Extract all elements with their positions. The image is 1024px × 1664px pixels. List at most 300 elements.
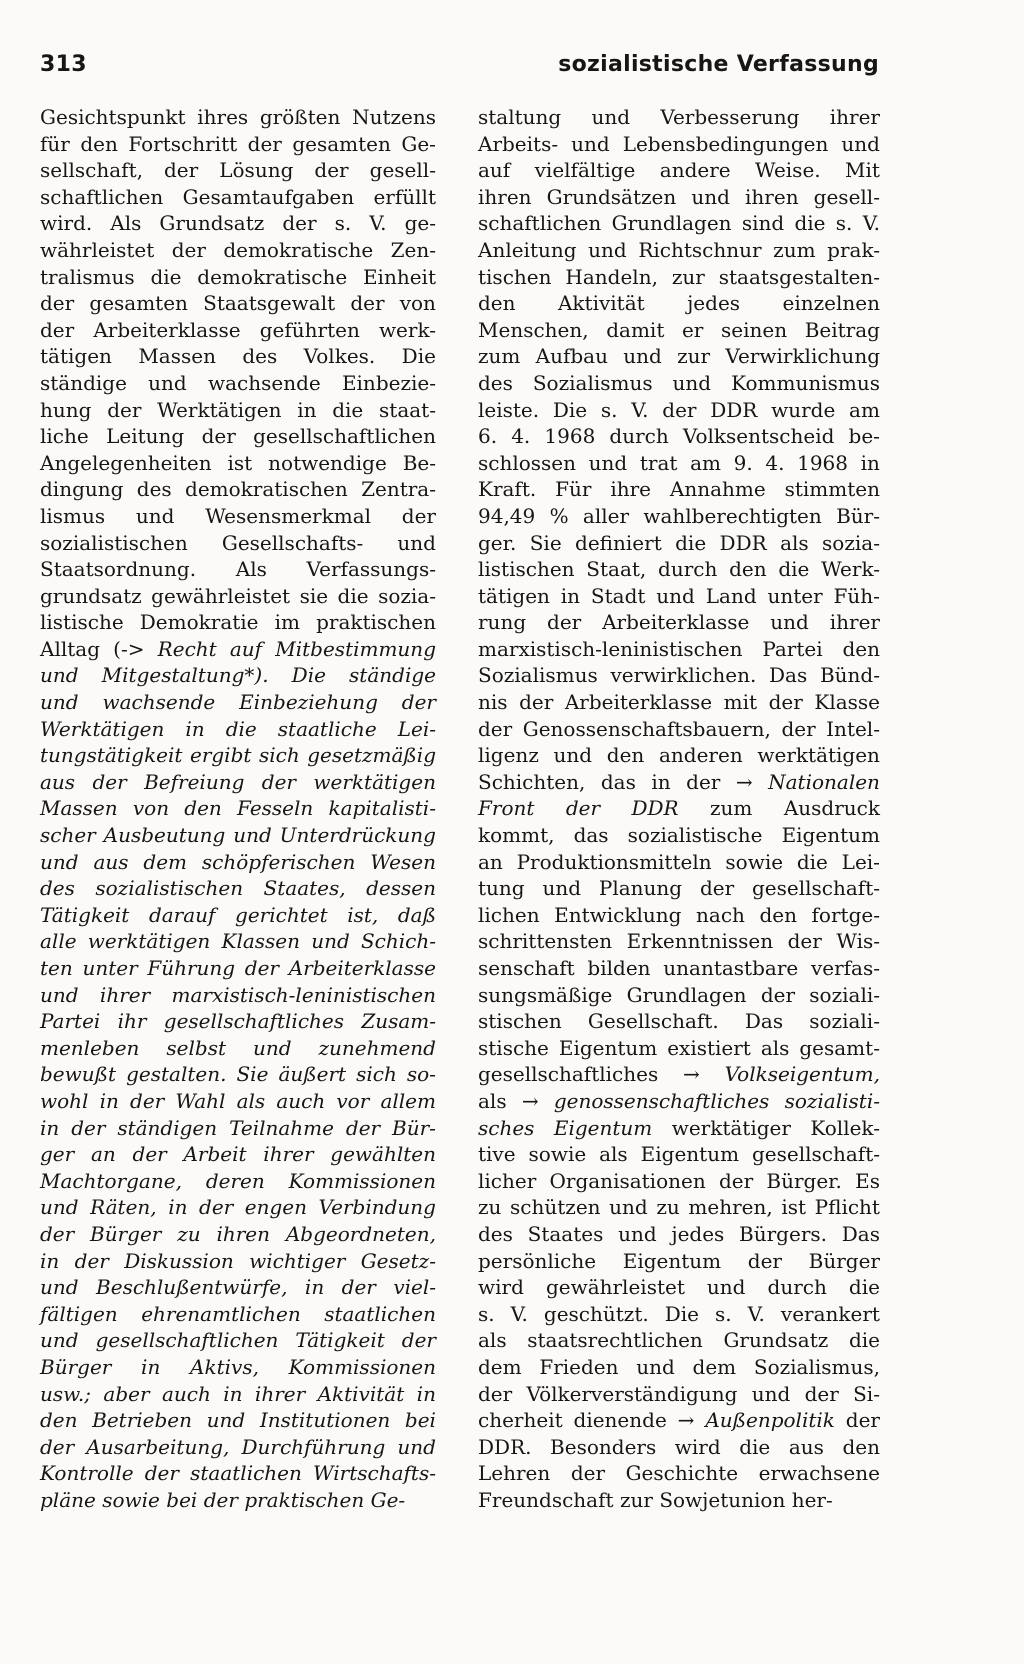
- word: Füh-: [833, 583, 880, 608]
- word: wachsende: [102, 690, 216, 715]
- word: als: [478, 1328, 507, 1353]
- word: ist: [227, 450, 253, 475]
- word: geschützt.: [543, 1301, 649, 1326]
- text-line: [40, 1274, 436, 1301]
- word: der: [519, 690, 554, 715]
- word: darauf: [148, 902, 216, 927]
- word: schaftlichen: [478, 211, 602, 236]
- word: und: [40, 663, 79, 688]
- word: gesellschaft-: [752, 876, 880, 901]
- word: wird: [478, 1275, 524, 1300]
- word: werktätigen: [313, 769, 436, 794]
- text-line: [478, 1354, 880, 1381]
- word: die: [337, 583, 369, 608]
- word: Grundlagen: [611, 211, 732, 236]
- text-line: [40, 264, 436, 291]
- word: menleben: [40, 1035, 140, 1060]
- text-line: [478, 849, 880, 876]
- word: 1968: [797, 450, 848, 475]
- word: der: [699, 876, 735, 901]
- text-line: [40, 1168, 436, 1195]
- word: sozialistischen: [95, 876, 244, 901]
- word: Verfassungs-: [306, 557, 436, 582]
- word: ihrer: [829, 610, 880, 635]
- word: gesell-: [369, 158, 436, 183]
- word: vor: [336, 1088, 370, 1113]
- word: erwachsene: [758, 1461, 880, 1486]
- word: und: [40, 690, 79, 715]
- word: schaftlichen: [40, 184, 164, 209]
- text-line: [478, 982, 880, 1009]
- word: andere: [659, 158, 731, 183]
- text-line: [40, 982, 436, 1009]
- word: verfas-: [810, 956, 880, 980]
- word: werktätigen: [87, 929, 211, 954]
- word: schlossen: [478, 450, 577, 475]
- word: →: [677, 1408, 695, 1433]
- word: zum: [710, 796, 753, 821]
- word: ger: [40, 1142, 75, 1167]
- word: 4.: [511, 424, 531, 449]
- text-line: [478, 343, 880, 370]
- word: Schichten,: [478, 769, 586, 794]
- word: staatlichen: [324, 1301, 436, 1326]
- word: zur: [671, 264, 705, 289]
- word: der: [40, 1434, 75, 1459]
- word: Verwirklichung: [725, 344, 880, 369]
- word: genossenschaftliches: [553, 1088, 770, 1113]
- word: und: [206, 1408, 246, 1433]
- word: die: [739, 1434, 771, 1459]
- word: und: [542, 876, 582, 901]
- word: persönliche: [478, 1248, 597, 1273]
- text-line: [40, 689, 436, 716]
- word: die: [225, 716, 257, 741]
- text-line: [478, 157, 880, 184]
- word: der: [261, 769, 296, 794]
- word: und: [135, 503, 175, 528]
- text-line: [40, 530, 436, 557]
- word: als: [780, 530, 809, 555]
- word: demokratische: [223, 237, 374, 262]
- word: den: [40, 1408, 78, 1433]
- word: Gesichtspunkt: [40, 105, 186, 129]
- text-line: [478, 1407, 880, 1434]
- word: die: [150, 264, 182, 289]
- word: Grundsätzen: [546, 184, 677, 209]
- word: notwendige: [268, 450, 387, 475]
- word: der: [845, 1408, 880, 1433]
- word: an: [90, 1142, 116, 1167]
- text-line: [40, 476, 436, 503]
- word: und: [691, 184, 730, 209]
- word: Wis-: [836, 929, 880, 954]
- word: tätigen: [40, 344, 112, 369]
- text-line: [478, 290, 880, 317]
- word: gesetzmäßig: [307, 743, 436, 768]
- word: Zentra-: [361, 477, 436, 502]
- word: nach: [696, 902, 745, 927]
- word: ständige: [349, 663, 436, 688]
- word: Stadt: [590, 583, 646, 608]
- word: Handeln,: [565, 264, 658, 289]
- text-line: [40, 849, 436, 876]
- word: in: [651, 769, 671, 794]
- word: staltung: [478, 105, 562, 129]
- text-line: [478, 503, 880, 530]
- word: und: [252, 1035, 292, 1060]
- word: ständige: [40, 370, 127, 395]
- text-line: [478, 476, 880, 503]
- word: zum: [478, 344, 521, 369]
- word: auch: [161, 1381, 211, 1406]
- word: listische: [40, 610, 124, 635]
- word: staatsrechtlichen: [527, 1328, 703, 1353]
- word: am: [849, 397, 880, 422]
- word: sich: [356, 1062, 397, 1087]
- word: Produktionsmitteln: [516, 849, 712, 874]
- word: Angelegenheiten: [40, 450, 212, 475]
- word: prak-: [827, 237, 880, 262]
- word: das: [573, 823, 609, 848]
- word: gesellschaftlichen: [253, 424, 436, 449]
- word: 1968: [544, 424, 596, 449]
- word: ist: [781, 1195, 807, 1220]
- text-line: [40, 1035, 436, 1062]
- word: mehren,: [688, 1195, 773, 1220]
- word: fortge-: [811, 902, 880, 927]
- word: auf: [478, 158, 511, 183]
- text-line: [478, 822, 880, 849]
- word: ihres: [197, 105, 249, 129]
- word: Besonders: [550, 1434, 657, 1459]
- word: definiert: [575, 530, 662, 555]
- word: Für: [555, 477, 592, 502]
- word: her-: [791, 1487, 833, 1512]
- word: das: [600, 769, 636, 794]
- word: den: [842, 1434, 880, 1459]
- word: schöpferischen: [201, 849, 356, 874]
- text-line: [478, 131, 880, 158]
- word: Partei: [40, 1009, 101, 1034]
- word: lismus: [40, 503, 106, 528]
- text-line: [40, 184, 436, 211]
- text-line: [40, 1354, 436, 1381]
- word: und: [233, 823, 272, 848]
- word: Volkes.: [303, 344, 376, 369]
- word: rung: [478, 610, 527, 635]
- word: bilden: [587, 956, 651, 980]
- word: Si-: [853, 1381, 880, 1406]
- word: s.: [334, 211, 352, 236]
- text-line: [40, 370, 436, 397]
- word: dem: [692, 1354, 737, 1379]
- word: äußert: [278, 1062, 347, 1087]
- word: wird: [674, 1434, 721, 1459]
- word: Bürgers.: [739, 1221, 828, 1246]
- word: wohl: [40, 1088, 89, 1113]
- word: fältigen: [40, 1301, 118, 1326]
- word: zunehmend: [318, 1035, 436, 1060]
- text-line: [40, 583, 436, 610]
- word: den: [80, 131, 118, 156]
- word: den: [606, 743, 645, 768]
- word: sowie: [102, 1487, 160, 1512]
- word: der: [401, 690, 436, 715]
- word: Lei-: [841, 849, 880, 874]
- word: Kommissionen: [288, 1168, 436, 1193]
- word: und: [588, 450, 628, 475]
- word: des: [136, 477, 172, 502]
- word: der: [662, 397, 697, 422]
- word: im: [274, 610, 300, 635]
- word: Kommissionen: [288, 1354, 436, 1379]
- word: Einheit: [362, 264, 436, 289]
- word: Ge-: [401, 131, 436, 156]
- word: zu: [656, 1195, 680, 1220]
- word: Führung: [147, 956, 236, 980]
- word: wird.: [40, 211, 93, 236]
- word: ihrer: [263, 1142, 314, 1167]
- word: Richtschnur: [638, 237, 762, 262]
- word: →: [735, 769, 753, 794]
- word: tungstätigkeit: [40, 743, 183, 768]
- word: durch: [609, 424, 669, 449]
- text-line: [478, 902, 880, 929]
- word: Klassen: [221, 929, 301, 954]
- word: und: [841, 131, 880, 156]
- word: und: [770, 610, 809, 635]
- text-line: [478, 1035, 880, 1062]
- word: Lei-: [397, 716, 436, 741]
- word: in: [297, 397, 317, 422]
- word: Institutionen: [259, 1408, 391, 1433]
- word: der: [201, 424, 236, 449]
- word: währleistet: [40, 237, 155, 262]
- word: Völkerverständigung: [526, 1381, 738, 1406]
- word: und: [588, 237, 627, 262]
- word: 94,49: [478, 503, 536, 528]
- word: und: [311, 929, 350, 954]
- word: durch: [767, 1275, 827, 1300]
- running-head: sozialistische Verfassung: [558, 52, 879, 77]
- text-line: [40, 1194, 436, 1221]
- word: Als: [110, 211, 142, 236]
- word: Bürger: [40, 1354, 112, 1379]
- word: in: [560, 583, 581, 608]
- word: ehrenamtlichen: [141, 1301, 301, 1326]
- word: Schich-: [360, 929, 436, 954]
- word: Ausbeutung: [103, 823, 226, 848]
- word: von: [399, 291, 436, 316]
- word: Räten,: [90, 1195, 157, 1220]
- word: 4.: [765, 450, 785, 475]
- word: DDR: [710, 397, 758, 422]
- word: ten: [40, 956, 73, 980]
- word: sozialistische: [627, 823, 763, 848]
- word: den: [729, 557, 767, 582]
- word: und: [397, 530, 436, 555]
- word: als: [236, 1088, 266, 1113]
- text-line: [40, 1407, 436, 1434]
- text-line: [40, 609, 436, 636]
- word: gestalten.: [126, 1062, 227, 1087]
- word: die: [796, 849, 828, 874]
- word: bewußt: [40, 1062, 117, 1087]
- word: Sozialismus: [478, 663, 598, 688]
- word: jedes: [687, 291, 741, 316]
- text-line: [40, 795, 436, 822]
- text-line: [478, 716, 880, 743]
- word: sich: [258, 743, 300, 768]
- word: bei: [404, 1408, 436, 1433]
- word: allem: [380, 1088, 436, 1113]
- word: s.: [600, 397, 618, 422]
- word: Wirtschafts-: [313, 1461, 436, 1486]
- word: und: [40, 849, 79, 874]
- word: aller: [582, 503, 630, 528]
- word: scher: [40, 823, 96, 848]
- word: ihrer: [829, 105, 880, 129]
- word: ger.: [478, 530, 517, 555]
- word: liche: [40, 424, 89, 449]
- word: der: [345, 1115, 381, 1140]
- word: Beitrag: [804, 317, 880, 342]
- word: Beschlußentwürfe,: [96, 1275, 288, 1300]
- word: zum: [773, 237, 816, 262]
- word: als: [760, 1035, 790, 1060]
- word: die: [848, 1275, 880, 1300]
- word: erfüllt: [373, 184, 436, 209]
- word: grundsatz: [40, 583, 142, 608]
- word: seinen: [720, 317, 788, 342]
- word: die: [848, 1328, 880, 1353]
- word: Sozialismus,: [753, 1354, 880, 1379]
- word: geführten: [259, 317, 360, 342]
- text-line: [478, 662, 880, 689]
- word: Geschichte: [625, 1461, 739, 1486]
- word: wurde: [771, 397, 836, 422]
- word: marxistisch-leninistischen: [478, 636, 743, 661]
- word: dienende: [573, 1408, 667, 1433]
- word: s.: [715, 1301, 732, 1326]
- word: in: [223, 1381, 243, 1406]
- word: sches: [478, 1115, 535, 1140]
- word: Eigentum: [553, 1115, 653, 1140]
- word: Einbeziehung: [239, 690, 378, 715]
- text-column-left: [40, 104, 436, 1513]
- word: →: [683, 1062, 700, 1087]
- word: stimmten: [784, 477, 880, 502]
- word: wichtiger: [249, 1248, 346, 1273]
- word: Aktivität: [557, 291, 645, 316]
- text-line: [40, 1434, 436, 1461]
- word: Teilnahme: [229, 1115, 334, 1140]
- word: existiert: [667, 1035, 751, 1060]
- text-line: [40, 1088, 436, 1115]
- word: sungsmäßige: [478, 982, 613, 1007]
- word: der: [199, 1195, 234, 1220]
- word: Entwicklung: [554, 902, 682, 927]
- word: er: [681, 317, 704, 342]
- word: einzelnen: [782, 291, 880, 316]
- word: der: [565, 796, 601, 821]
- word: leiste.: [478, 397, 540, 422]
- word: Ausarbeitung,: [86, 1434, 230, 1459]
- word: alle: [40, 929, 77, 954]
- word: Eigentum: [640, 1142, 740, 1167]
- word: ihren: [478, 184, 532, 209]
- word: staatsgestalten-: [718, 264, 880, 289]
- word: aus: [93, 849, 129, 874]
- word: den: [478, 291, 516, 316]
- word: Partei: [762, 636, 823, 661]
- text-line: [40, 716, 436, 743]
- word: zur: [619, 1487, 653, 1512]
- word: der: [171, 237, 206, 262]
- word: sozialisti-: [784, 1088, 880, 1113]
- word: Lehren: [478, 1461, 551, 1486]
- word: Organisationen: [549, 1168, 706, 1193]
- word: be-: [848, 424, 880, 449]
- word: gerichtet: [235, 902, 328, 927]
- text-line: [478, 1434, 880, 1461]
- text-line: [40, 503, 436, 530]
- word: Anleitung: [478, 237, 577, 262]
- word: Erkenntnissen: [626, 929, 774, 954]
- word: in: [860, 450, 880, 475]
- text-line: [478, 264, 880, 291]
- word: kommt,: [478, 823, 555, 848]
- word: gesellschaftlichen: [95, 1328, 279, 1353]
- word: Arbeiterklasse: [564, 690, 713, 715]
- word: gesamten: [292, 131, 391, 156]
- word: stische: [478, 1035, 549, 1060]
- word: den: [759, 902, 797, 927]
- word: trat: [639, 450, 678, 475]
- word: verwirklichen.: [610, 663, 757, 688]
- text-line: [478, 636, 880, 663]
- word: Die: [291, 663, 326, 688]
- word: soziali-: [809, 982, 880, 1007]
- word: und: [148, 370, 187, 395]
- word: gesell-: [813, 184, 880, 209]
- word: der: [478, 716, 513, 741]
- word: Menschen,: [478, 317, 589, 342]
- word: Verbindung: [318, 1195, 436, 1220]
- word: unantastbare: [663, 956, 799, 980]
- word: der: [244, 956, 279, 980]
- text-line: [40, 317, 436, 344]
- word: tive: [478, 1142, 516, 1167]
- word: in: [304, 1275, 325, 1300]
- word: Zusam-: [361, 1009, 436, 1034]
- text-line: [40, 742, 436, 769]
- word: Front: [478, 796, 535, 821]
- word: auf: [229, 636, 263, 661]
- word: und: [571, 131, 610, 156]
- word: Mitgestaltung*).: [101, 663, 269, 688]
- word: der: [570, 1461, 606, 1486]
- text-line: [40, 1061, 436, 1088]
- word: in: [185, 716, 205, 741]
- word: hung: [40, 397, 92, 422]
- word: Sozialismus: [532, 370, 653, 395]
- word: ihr: [117, 1009, 147, 1034]
- word: %: [549, 503, 569, 528]
- word: und: [40, 982, 79, 1007]
- word: ge-: [404, 211, 436, 236]
